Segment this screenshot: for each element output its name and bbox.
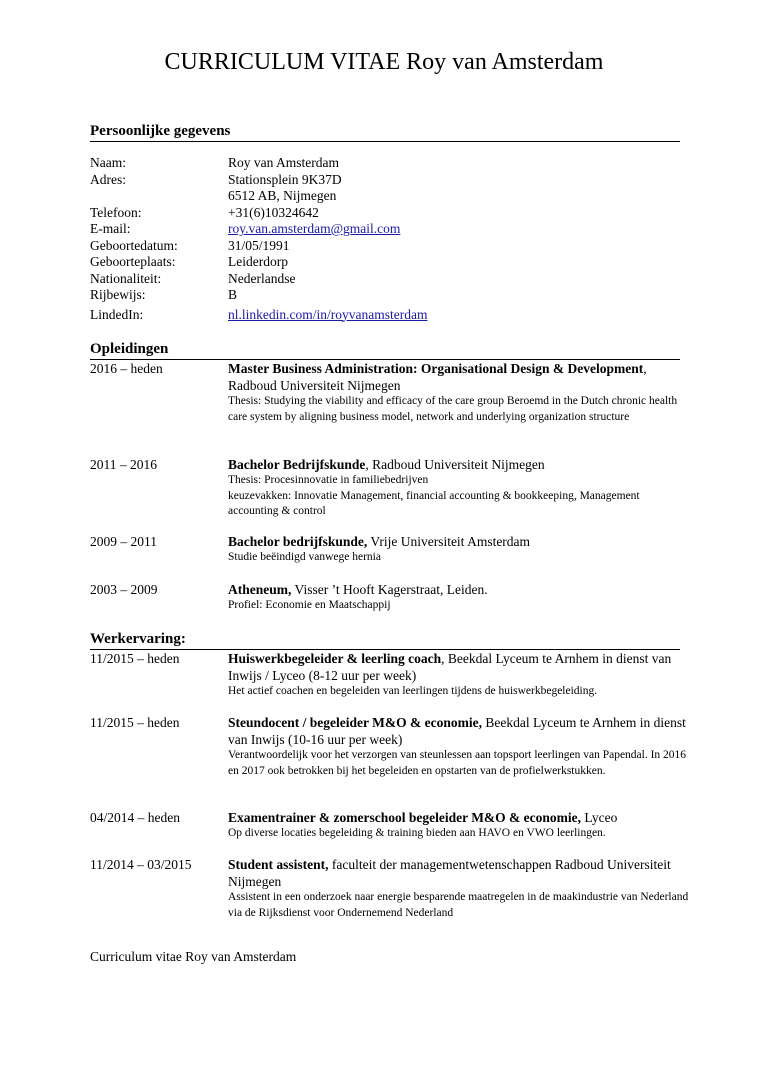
work-org: Lyceo bbox=[581, 810, 618, 825]
dob-label: Geboortedatum: bbox=[90, 237, 178, 253]
address-label: Adres: bbox=[90, 171, 126, 187]
work-org: Beekdal Lyceum te Arnhem in dienst van Inwijs (10-16 uur per week) bbox=[228, 715, 686, 747]
license-row bbox=[90, 287, 680, 304]
work-item bbox=[90, 650, 690, 700]
address-line2: 6512 AB, Nijmegen bbox=[228, 188, 337, 203]
email-label: E-mail: bbox=[90, 221, 131, 236]
address-row bbox=[90, 172, 680, 205]
education-org: , Radboud Universiteit Nijmegen bbox=[365, 457, 545, 472]
education-section bbox=[90, 340, 680, 360]
education-item bbox=[90, 533, 690, 566]
name-label: Naam: bbox=[90, 155, 126, 170]
education-title: Bachelor Bedrijfskunde bbox=[228, 457, 366, 472]
work-heading: Werkervaring: bbox=[90, 630, 680, 650]
phone-value: +31(6)10324642 bbox=[228, 204, 319, 220]
work-item bbox=[90, 856, 690, 921]
work-date: 11/2014 – 03/2015 bbox=[90, 857, 192, 872]
nationality-value: Nederlandse bbox=[228, 270, 296, 286]
name-row bbox=[90, 155, 680, 172]
personal-heading: Persoonlijke gegevens bbox=[90, 122, 680, 142]
dob-value: 31/05/1991 bbox=[228, 237, 290, 253]
pob-value: Leiderdorp bbox=[228, 254, 288, 269]
linkedin-row bbox=[90, 307, 680, 324]
work-org: faculteit der managementwetenschappen Radboud Universiteit Nijmegen bbox=[228, 857, 671, 889]
document-title: CURRICULUM VITAE Roy van Amsterdam bbox=[164, 49, 604, 75]
phone-label: Telefoon: bbox=[90, 204, 142, 220]
work-item bbox=[90, 809, 690, 842]
pob-label: Geboorteplaats: bbox=[90, 254, 176, 269]
education-date: 2003 – 2009 bbox=[90, 582, 158, 597]
education-detail: keuzevakken: Innovatie Management, financial accounting & bookkeeping, Management accounting & control bbox=[228, 489, 640, 517]
education-org: Visser ’t Hooft Kagerstraat, Leiden. bbox=[291, 582, 488, 597]
pob-row bbox=[90, 254, 680, 271]
work-detail: Op diverse locaties begeleiding & training bieden aan HAVO en VWO leerlingen. bbox=[228, 827, 606, 839]
education-item bbox=[90, 456, 690, 520]
phone-row bbox=[90, 205, 680, 222]
education-date: 2016 – heden bbox=[90, 361, 163, 376]
work-org: , Beekdal Lyceum te Arnhem in dienst van Inwijs / Lyceo (8-12 uur per week) bbox=[228, 651, 672, 683]
education-item bbox=[90, 581, 690, 614]
dob-row bbox=[90, 238, 680, 255]
nationality-label: Nationaliteit: bbox=[90, 270, 162, 286]
personal-section bbox=[90, 122, 680, 142]
name-value: Roy van Amsterdam bbox=[228, 155, 339, 170]
work-date: 11/2015 – heden bbox=[90, 651, 180, 666]
work-title: Examentrainer & zomerschool begeleider M&O & economie, bbox=[228, 810, 582, 825]
education-detail: Studie beëindigd vanwege hernia bbox=[228, 551, 381, 563]
education-title: Bachelor bedrijfskunde, bbox=[228, 534, 368, 549]
education-detail: Thesis: Procesinnovatie in familiebedrijven bbox=[228, 474, 429, 486]
education-title: Master Business Administration: Organisational Design & Development bbox=[228, 361, 644, 376]
address-line1: Stationsplein 9K37D bbox=[228, 171, 342, 187]
education-heading: Opleidingen bbox=[90, 340, 680, 360]
education-detail: Profiel: Economie en Maatschappij bbox=[228, 599, 391, 611]
work-title: Student assistent, bbox=[228, 857, 329, 872]
address-value bbox=[228, 172, 680, 205]
license-value: B bbox=[228, 287, 238, 302]
linkedin-link[interactable]: nl.linkedin.com/in/royvanamsterdam bbox=[228, 306, 428, 322]
work-detail: Verantwoordelijk voor het verzorgen van steunlessen aan topsport leerlingen van Papendal. In 2016 en 2017 ook betrokken bij het begeleiden en opstarten van de profielwerkstukken. bbox=[228, 749, 687, 777]
education-org: , Radboud Universiteit Nijmegen bbox=[228, 361, 647, 393]
work-item bbox=[90, 714, 690, 779]
work-date: 11/2015 – heden bbox=[90, 715, 180, 730]
education-date: 2009 – 2011 bbox=[90, 534, 157, 549]
page-footer: Curriculum vitae Roy van Amsterdam bbox=[90, 949, 297, 964]
work-title: Huiswerkbegeleider & leerling coach bbox=[228, 651, 442, 666]
work-date: 04/2014 – heden bbox=[90, 810, 180, 825]
work-detail: Het actief coachen en begeleiden van leerlingen tijdens de huiswerkbegeleiding. bbox=[228, 685, 598, 697]
education-date: 2011 – 2016 bbox=[90, 457, 157, 472]
education-org: Vrije Universiteit Amsterdam bbox=[367, 534, 531, 549]
nationality-row bbox=[90, 271, 680, 288]
work-detail: Assistent in een onderzoek naar energie besparende maatregelen in de maakindustrie van Nederland via de Rijksdienst voor Ondernemend Nederland bbox=[228, 891, 689, 919]
education-title: Atheneum, bbox=[228, 582, 292, 597]
linkedin-label: LindedIn: bbox=[90, 306, 144, 322]
work-title: Steundocent / begeleider M&O & economie, bbox=[228, 715, 482, 730]
email-link[interactable]: roy.van.amsterdam@gmail.com bbox=[228, 221, 401, 236]
email-row bbox=[90, 221, 680, 238]
license-label: Rijbewijs: bbox=[90, 287, 146, 302]
education-detail: Thesis: Studying the viability and efficacy of the care group Beroemd in the Dutch chronic health care system by aligning business model, network and underlying organization structure bbox=[228, 395, 678, 423]
education-item bbox=[90, 360, 690, 425]
personal-details bbox=[90, 155, 680, 323]
work-section bbox=[90, 630, 680, 650]
